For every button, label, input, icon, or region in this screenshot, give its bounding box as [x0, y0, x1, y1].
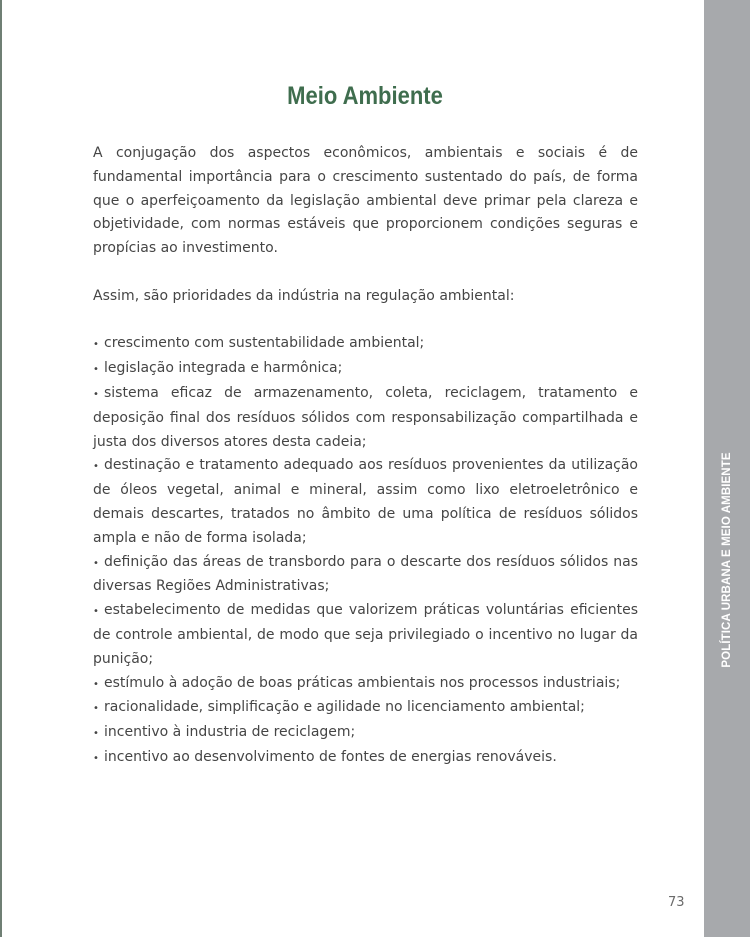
bullet-icon: • [93, 388, 99, 400]
list-item [93, 454, 638, 550]
bullet-icon: • [93, 557, 99, 569]
list-item-text: incentivo à industria de reciclagem; [104, 724, 356, 741]
page-left-rule [0, 0, 2, 937]
bullet-icon: • [93, 752, 99, 764]
paragraph-gap [93, 309, 638, 333]
list-item [93, 357, 638, 382]
list-item [93, 551, 638, 600]
bullet-icon: • [93, 678, 99, 690]
list-item-text: racionalidade, simplificação e agilidade no licenciamento ambiental; [104, 699, 585, 716]
list-item [93, 382, 638, 454]
list-item [93, 672, 638, 697]
list-item [93, 599, 638, 671]
list-item-text: estabelecimento de medidas que valorizem práticas voluntárias eficientes de controle ambiental, de modo que seja privilegiado o incentivo no lugar da punição; [93, 602, 638, 667]
list-item-text: destinação e tratamento adequado aos resíduos provenientes da utilização de óleos vegetal, animal e mineral, assim como lixo eletroeletrônico e demais descartes, tratados no âmbito de uma política de resíduos sólidos ampla e não de forma isolada; [93, 457, 638, 546]
list-item-text: legislação integrada e harmônica; [104, 360, 343, 377]
lead-paragraph: Assim, são prioridades da indústria na regulação ambiental: [93, 287, 515, 304]
intro-paragraph: A conjugação dos aspectos econômicos, ambientais e sociais é de fundamental importância para o crescimento sustentado do país, de forma que o aperfeiçoamento da legislação ambiental deve primar pela clareza e objetividade, com normas estáveis que proporcionem condições seguras e propícias ao investimento. [93, 145, 638, 257]
list-item [93, 721, 638, 746]
list-item-text: incentivo ao desenvolvimento de fontes de energias renováveis. [104, 748, 557, 765]
bullet-icon: • [93, 728, 99, 740]
paragraph-gap [93, 261, 638, 285]
page-title: Meio Ambiente [287, 82, 443, 110]
list-item-text: definição das áreas de transbordo para o descarte dos resíduos sólidos nas diversas Regiões Administrativas; [93, 553, 638, 595]
list-item-text: sistema eficaz de armazenamento, coleta, reciclagem, tratamento e deposição final dos resíduos sólidos com responsabilização compartilhada e justa dos diversos atores desta cadeia; [93, 384, 638, 450]
bullet-icon: • [93, 461, 99, 473]
list-item-text: estímulo à adoção de boas práticas ambientais nos processos industriais; [104, 674, 621, 691]
bullet-icon: • [93, 364, 99, 376]
list-item-text: crescimento com sustentabilidade ambiental; [104, 335, 425, 352]
priority-list [93, 332, 638, 770]
bullet-icon: • [93, 339, 99, 351]
section-side-label: POLÍTICA URBANA E MEIO AMBIENTE [721, 452, 733, 668]
list-item [93, 696, 638, 721]
list-item [93, 332, 638, 357]
page-number: 73 [668, 895, 685, 910]
bullet-icon: • [93, 606, 99, 618]
list-item [93, 746, 638, 771]
bullet-icon: • [93, 703, 99, 715]
body-text [93, 142, 638, 771]
